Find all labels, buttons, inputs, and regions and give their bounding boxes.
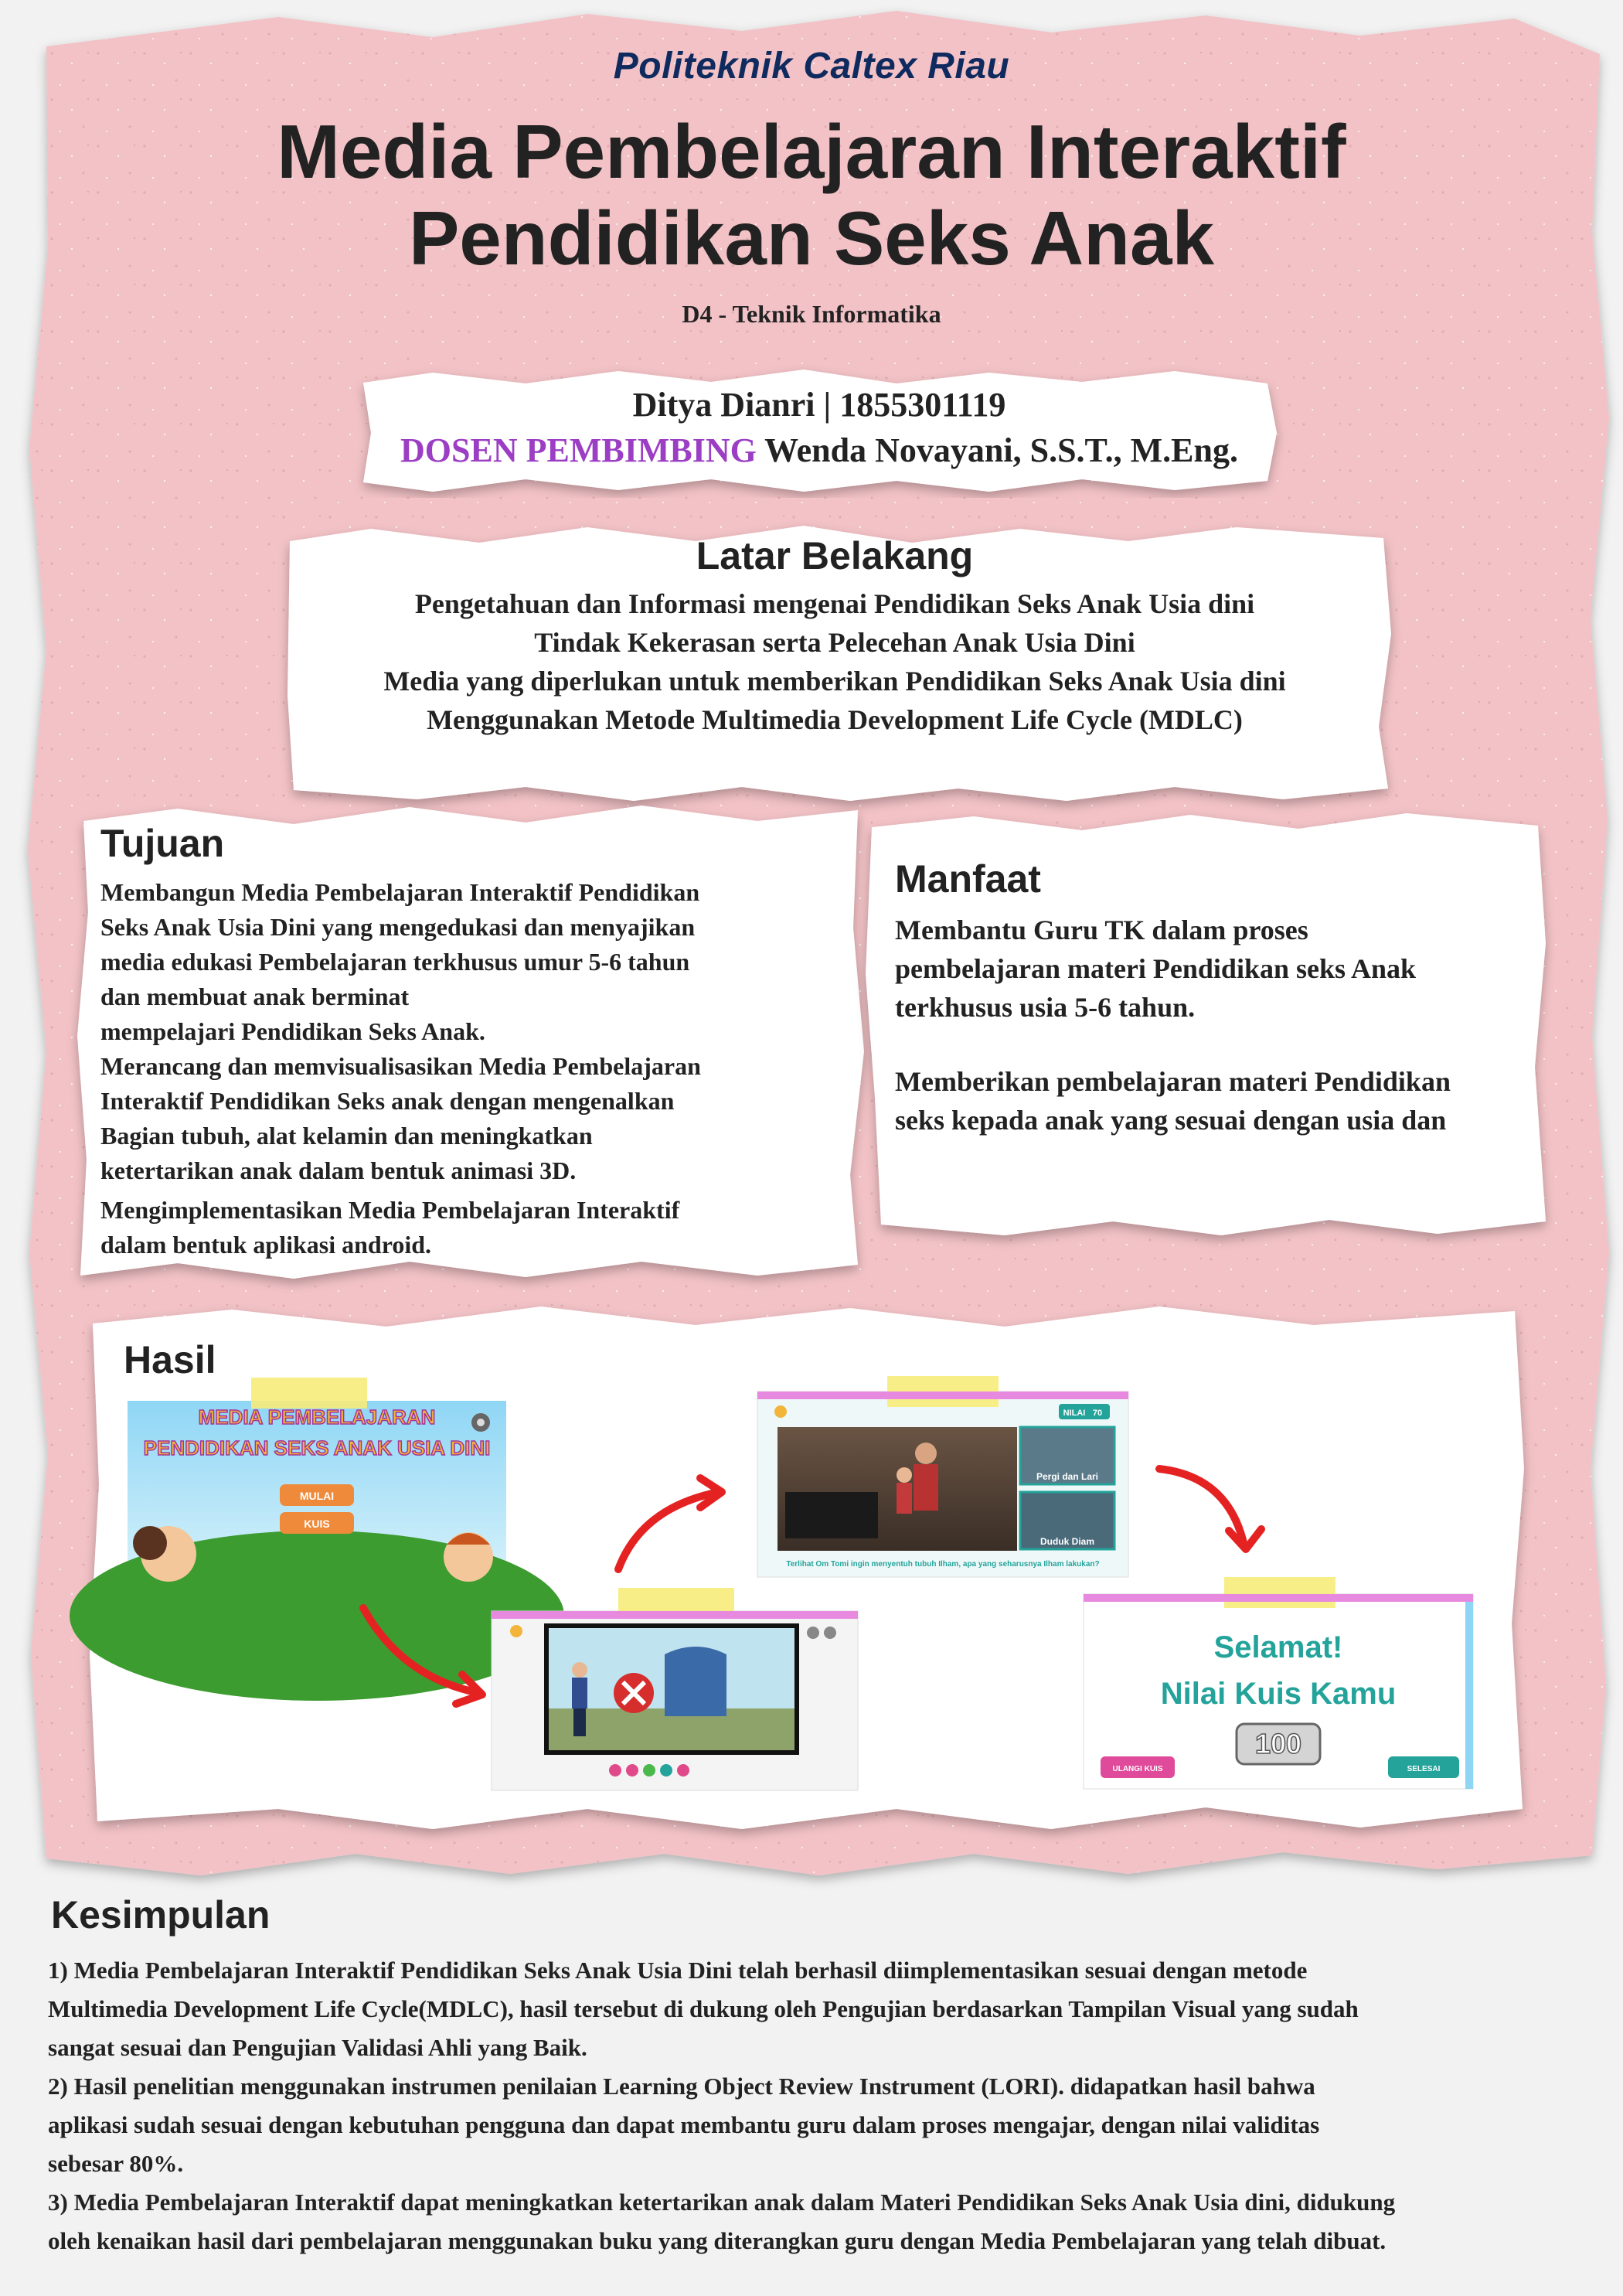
screen2-close-icon[interactable] [824, 1627, 836, 1639]
tujuan-line: Merancang dan memvisualisasikan Media Pembelajaran [100, 1052, 701, 1080]
screen3-question: Terlihat Om Tomi ingin menyentuh tubuh Ilham, apa yang seharusnya Ilham lakukan? [786, 1560, 1100, 1569]
screen3-adult-figure [915, 1443, 937, 1464]
screen4-retry-label: ULANGI KUIS [1112, 1765, 1163, 1773]
tujuan-line: Membangun Media Pembelajaran Interaktif Pendidikan [100, 878, 700, 906]
tujuan-line: dalam bentuk aplikasi android. [100, 1231, 432, 1259]
tujuan-line: Bagian tubuh, alat kelamin dan meningkatkan [100, 1122, 593, 1150]
tujuan-heading: Tujuan [100, 822, 225, 865]
screen4-congrats: Selamat! [1213, 1630, 1343, 1664]
kesimpulan-line: aplikasi sudah sesuai dengan kebutuhan pengguna dan dapat membantu guru dalam proses mengajar, dengan nilai validitas [48, 2111, 1320, 2138]
manfaat-line: seks kepada anak yang sesuai dengan usia dan [895, 1105, 1447, 1136]
manfaat-line: pembelajaran materi Pendidikan seks Anak [895, 953, 1417, 984]
screen-body-parts [492, 1588, 858, 1790]
screen1-quiz-label: KUIS [304, 1518, 330, 1530]
tujuan-line: dan membuat anak berminat [100, 983, 410, 1010]
program-subtitle: D4 - Teknik Informatika [682, 300, 941, 328]
tujuan-line: Seks Anak Usia Dini yang mengedukasi dan menyajikan [100, 913, 696, 941]
kesimpulan-line: Multimedia Development Life Cycle(MDLC), hasil tersebut di dukung oleh Pengujian berdasarkan Tampilan Visual yang sudah [48, 1995, 1359, 2022]
tujuan-line: media edukasi Pembelajaran terkhusus umur 5-6 tahun [100, 948, 690, 976]
author-name-id: Ditya Dianri | 1855301119 [632, 386, 1006, 424]
tape-1 [251, 1378, 367, 1409]
screen2-child-figure [572, 1662, 587, 1678]
institution-logo: Politeknik Caltex Riau [613, 46, 1010, 87]
screen2-pause-button[interactable] [660, 1764, 672, 1777]
tujuan-line: Mengimplementasikan Media Pembelajaran Interaktif [100, 1196, 680, 1224]
tujuan-line: Interaktif Pendidikan Seks anak dengan mengenalkan [100, 1087, 675, 1115]
screen3-back-icon[interactable] [774, 1405, 787, 1418]
screen2-settings-icon[interactable] [807, 1627, 819, 1639]
latar-line: Menggunakan Metode Multimedia Development Life Cycle (MDLC) [427, 704, 1243, 735]
screen1-title1: MEDIA PEMBELAJARAN [198, 1405, 436, 1429]
tujuan-line: ketertarikan anak dalam bentuk animasi 3D. [100, 1157, 577, 1184]
advisor-label: DOSEN PEMBIMBING [400, 431, 757, 469]
screen-quiz-question [757, 1376, 1128, 1577]
screen2-back-icon[interactable] [510, 1625, 522, 1637]
screen-title-menu [70, 1378, 564, 1701]
screen1-title2: PENDIDIKAN SEKS ANAK USIA DINI [143, 1436, 491, 1460]
screen3-score-label: NILAI [1063, 1409, 1086, 1418]
screen2-shirt [665, 1647, 726, 1716]
advisor-name: Wenda Novayani, S.S.T., M.Eng. [764, 431, 1238, 469]
title-line-1: Media Pembelajaran Interaktif [277, 109, 1346, 194]
screen3-child-figure [897, 1467, 912, 1483]
screen2-stop-button[interactable] [626, 1764, 638, 1777]
latar-heading: Latar Belakang [696, 534, 974, 577]
screen2-prev-button[interactable] [609, 1764, 621, 1777]
screen-quiz-result [1084, 1577, 1473, 1789]
kesimpulan-line: 2) Hasil penelitian menggunakan instrumen penilaian Learning Object Review Instrument (LORI). didapatkan hasil bahwa [48, 2073, 1315, 2100]
screen3-option2-label: Duduk Diam [1039, 1536, 1095, 1547]
screen4-score-value: 100 [1254, 1728, 1302, 1759]
hasil-heading: Hasil [124, 1338, 216, 1381]
kesimpulan-heading: Kesimpulan [51, 1893, 270, 1937]
kesimpulan-line: oleh kenaikan hasil dari pembelajaran menggunakan buku yang diterangkan guru dengan Media Pembelajaran yang telah dibuat. [48, 2227, 1387, 2254]
screen3-option1-label: Pergi dan Lari [1036, 1471, 1099, 1482]
manfaat-line: Membantu Guru TK dalam proses [895, 915, 1308, 945]
tape-4 [1224, 1577, 1335, 1608]
manfaat-heading: Manfaat [895, 857, 1041, 901]
kesimpulan-section [48, 1951, 1586, 2260]
latar-line: Tindak Kekerasan serta Pelecehan Anak Usia Dini [534, 627, 1135, 658]
latar-line: Pengetahuan dan Informasi mengenai Pendidikan Seks Anak Usia dini [414, 588, 1255, 619]
screen2-next-button[interactable] [677, 1764, 689, 1777]
latar-line: Media yang diperlukan untuk memberikan Pendidikan Seks Anak Usia dini [383, 666, 1286, 697]
tujuan-line: mempelajari Pendidikan Seks Anak. [100, 1017, 485, 1045]
title-line-2: Pendidikan Seks Anak [408, 196, 1215, 281]
manfaat-line: terkhusus usia 5-6 tahun. [895, 992, 1196, 1023]
screen4-done-label: SELESAI [1407, 1765, 1441, 1773]
kesimpulan-line: 1) Media Pembelajaran Interaktif Pendidikan Seks Anak Usia Dini telah berhasil diimplementasikan sesuai dengan metode [48, 1957, 1308, 1984]
kesimpulan-line: 3) Media Pembelajaran Interaktif dapat meningkatkan ketertarikan anak dalam Materi Pendidikan Seks Anak Usia dini, didukung [48, 2189, 1396, 2216]
screen2-play-button[interactable] [643, 1764, 655, 1777]
screen4-score-title: Nilai Kuis Kamu [1160, 1677, 1397, 1711]
screen1-start-label: MULAI [299, 1490, 335, 1502]
manfaat-line: Memberikan pembelajaran materi Pendidikan [895, 1066, 1451, 1097]
kesimpulan-line: sebesar 80%. [48, 2150, 184, 2177]
screen3-score-value: 70 [1092, 1409, 1103, 1418]
kesimpulan-line: sangat sesuai dan Pengujian Validasi Ahli yang Baik. [48, 2034, 587, 2061]
